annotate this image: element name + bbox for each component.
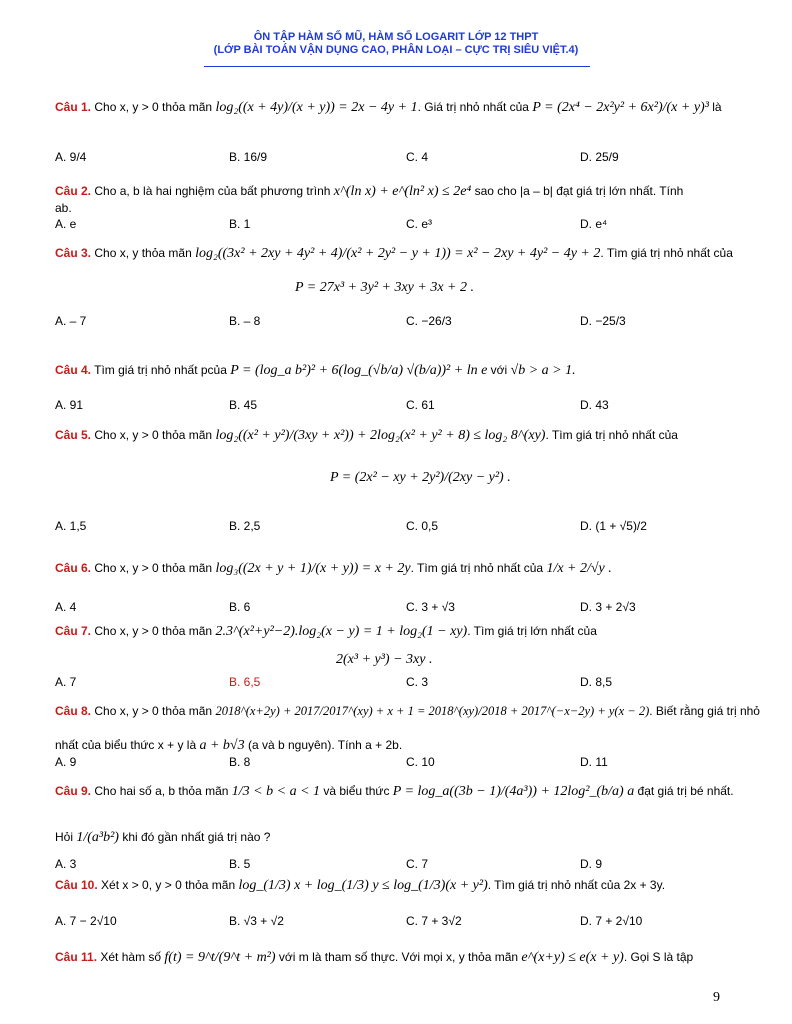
question-text: sao cho |a – b| đạt giá trị lớn nhất. Tính	[474, 184, 684, 198]
question-text: Cho a, b là hai nghiệm của bất phương trình	[94, 184, 331, 198]
question-text: với m là tham số thực. Với mọi x, y thỏa mãn	[278, 950, 519, 964]
question-1	[55, 100, 722, 116]
option-d: D. 7 + 2√10	[580, 914, 643, 928]
question-text: là	[712, 100, 722, 114]
question-label: Câu 6.	[55, 561, 92, 575]
question-text: khi đó gần nhất giá trị nào ?	[122, 830, 271, 844]
math-expression: P = (log_a b²)² + 6(log_(√b/a) √(b/a))² + ln e	[230, 363, 488, 378]
option-a: A. e	[55, 217, 77, 231]
question-text: Cho x, y thỏa mãn	[94, 246, 192, 260]
option-b: B. 6,5	[229, 675, 261, 689]
question-text: . Gọi S là tập	[623, 950, 694, 964]
option-b: B. √3 + √2	[229, 914, 284, 928]
question-text: nhất của biểu thức x + y là	[55, 738, 197, 752]
question-text: và biểu thức	[323, 784, 390, 798]
question-label: Câu 4.	[55, 363, 92, 377]
math-expression: 2018^(x+2y) + 2017/2017^(xy) + x + 1 = 2018^(xy)/2018 + 2017^(−x−2y) + y(x − 2)	[215, 704, 650, 718]
header-rule	[204, 66, 590, 67]
math-expression: a + b√3	[199, 738, 245, 753]
question-label: Câu 10.	[55, 878, 98, 892]
option-c: C. 10	[406, 755, 435, 769]
question-text: đạt giá trị bé nhất.	[637, 784, 734, 798]
question-text: (a và b nguyên). Tính a + 2b.	[247, 738, 403, 752]
question-8	[55, 704, 760, 719]
math-expression: e^(x+y) ≤ e(x + y)	[521, 950, 624, 965]
math-expression: 1/x + 2/√y .	[546, 561, 612, 576]
question-label: Câu 3.	[55, 246, 92, 260]
question-text: . Tìm giá trị lớn nhất của	[467, 624, 597, 638]
question-text: . Tìm giá trị nhỏ nhất của	[600, 246, 733, 260]
option-b: B. 6	[229, 600, 251, 614]
math-expression: P = (2x⁴ − 2x²y² + 6x²)/(x + y)³	[532, 100, 709, 115]
question-text: . Giá trị nhỏ nhất của	[417, 100, 529, 114]
question-7	[55, 624, 597, 640]
question-5	[55, 428, 678, 444]
option-d: D. 3 + 2√3	[580, 600, 636, 614]
math-expression: 1/(a³b²)	[76, 830, 119, 845]
question-11	[55, 950, 693, 966]
question-8-continued	[55, 738, 402, 754]
question-2	[55, 184, 683, 200]
math-expression: f(t) = 9^t/(9^t + m²)	[164, 950, 276, 965]
option-d: D. 43	[580, 398, 609, 412]
option-c: C. 7	[406, 857, 429, 871]
option-d: D. 9	[580, 857, 603, 871]
question-text: Cho x, y > 0 thỏa mãn	[94, 704, 213, 718]
option-c: C. 0,5	[406, 519, 439, 533]
question-label: Câu 2.	[55, 184, 92, 198]
question-text: Hỏi	[55, 830, 74, 844]
math-expression: log_(1/3) x + log_(1/3) y ≤ log_(1/3)(x + y²)	[238, 878, 488, 893]
question-text: Cho hai số a, b thỏa mãn	[94, 784, 229, 798]
question-10	[55, 878, 665, 894]
question-label: Câu 8.	[55, 704, 92, 718]
math-expression: 2(x³ + y³) − 3xy .	[336, 652, 433, 667]
option-b: B. 16/9	[229, 150, 268, 164]
option-d: D. −25/3	[580, 314, 626, 328]
question-text: Cho x, y > 0 thỏa mãn	[94, 100, 213, 114]
question-text: . Tìm giá trị nhỏ nhất của	[545, 428, 678, 442]
question-text: với	[490, 363, 508, 377]
option-a: A. 91	[55, 398, 84, 412]
option-a: A. 9	[55, 755, 77, 769]
option-d: D. e⁴	[580, 217, 608, 231]
question-text: . Biết rằng giá trị nhỏ	[649, 704, 760, 718]
question-3	[55, 246, 733, 262]
option-b: B. 5	[229, 857, 251, 871]
document-subtitle: (LỚP BÀI TOÁN VẬN DỤNG CAO, PHÂN LOẠI – CỰC TRỊ SIÊU VIỆT.4)	[213, 44, 579, 56]
option-d: D. 8,5	[580, 675, 613, 689]
question-9-continued	[55, 830, 270, 846]
page-number: 9	[713, 990, 720, 1005]
math-expression: 1/3 < b < a < 1	[231, 784, 321, 799]
option-d: D. (1 + √5)/2	[580, 519, 647, 533]
question-text: . Tìm giá trị nhỏ nhất của	[410, 561, 544, 575]
option-a: A. 9/4	[55, 150, 87, 164]
option-b: B. – 8	[229, 314, 261, 328]
question-text: Cho x, y > 0 thỏa mãn	[94, 561, 213, 575]
question-label: Câu 7.	[55, 624, 92, 638]
question-label: Câu 11.	[55, 950, 98, 964]
question-9	[55, 784, 734, 800]
question-text: Tìm giá trị nhỏ nhất pcủa	[94, 363, 227, 377]
option-a: A. 7 − 2√10	[55, 914, 117, 928]
math-expression: x^(ln x) + e^(ln² x) ≤ 2e⁴	[333, 184, 472, 199]
option-a: A. 7	[55, 675, 77, 689]
option-b: B. 8	[229, 755, 251, 769]
option-b: B. 45	[229, 398, 258, 412]
option-b: B. 1	[229, 217, 251, 231]
math-expression: log₃((2x + y + 1)/(x + y)) = x + 2y	[215, 561, 411, 576]
option-a: A. 3	[55, 857, 77, 871]
question-4	[55, 363, 576, 379]
question-6	[55, 561, 612, 577]
math-expression: log₂((x + 4y)/(x + y)) = 2x − 4y + 1	[215, 100, 418, 115]
question-2-continued: ab.	[55, 201, 72, 215]
option-a: A. 1,5	[55, 519, 87, 533]
option-c: C. 3	[406, 675, 429, 689]
math-expression: 2.3^(x²+y²−2).log₂(x − y) = 1 + log₂(1 − xy)	[215, 624, 468, 639]
math-expression: P = log_a((3b − 1)/(4a³)) + 12log²_(b/a) a	[392, 784, 635, 799]
question-text: Cho x, y > 0 thỏa mãn	[94, 428, 213, 442]
math-expression: √b > a > 1.	[510, 363, 576, 378]
question-text: . Tìm giá trị nhỏ nhất của 2x + 3y.	[487, 878, 666, 892]
option-a: A. 4	[55, 600, 77, 614]
option-d: D. 11	[580, 755, 608, 769]
option-b: B. 2,5	[229, 519, 261, 533]
math-expression: log₂((x² + y²)/(3xy + x²)) + 2log₂(x² + y² + 8) ≤ log₂ 8^(xy)	[215, 428, 546, 443]
question-text: Cho x, y > 0 thỏa mãn	[94, 624, 213, 638]
question-label: Câu 1.	[55, 100, 92, 114]
option-c: C. −26/3	[406, 314, 452, 328]
math-expression: log₂((3x² + 2xy + 4y² + 4)/(x² + 2y² − y + 1)) = x² − 2xy + 4y² − 4y + 2	[195, 246, 601, 261]
option-c: C. e³	[406, 217, 433, 231]
math-expression: P = 27x³ + 3y² + 3xy + 3x + 2 .	[295, 280, 474, 295]
option-c: C. 4	[406, 150, 429, 164]
question-text: Xét x > 0, y > 0 thỏa mãn	[101, 878, 236, 892]
option-d: D. 25/9	[580, 150, 619, 164]
option-a: A. – 7	[55, 314, 87, 328]
option-c: C. 3 + √3	[406, 600, 455, 614]
question-text: Xét hàm số	[100, 950, 162, 964]
option-c: C. 61	[406, 398, 435, 412]
math-expression: P = (2x² − xy + 2y²)/(2xy − y²) .	[330, 470, 511, 485]
question-label: Câu 9.	[55, 784, 92, 798]
question-label: Câu 5.	[55, 428, 92, 442]
document-title: ÔN TẬP HÀM SỐ MŨ, HÀM SỐ LOGARIT LỚP 12 THPT	[253, 31, 539, 43]
option-c: C. 7 + 3√2	[406, 914, 462, 928]
